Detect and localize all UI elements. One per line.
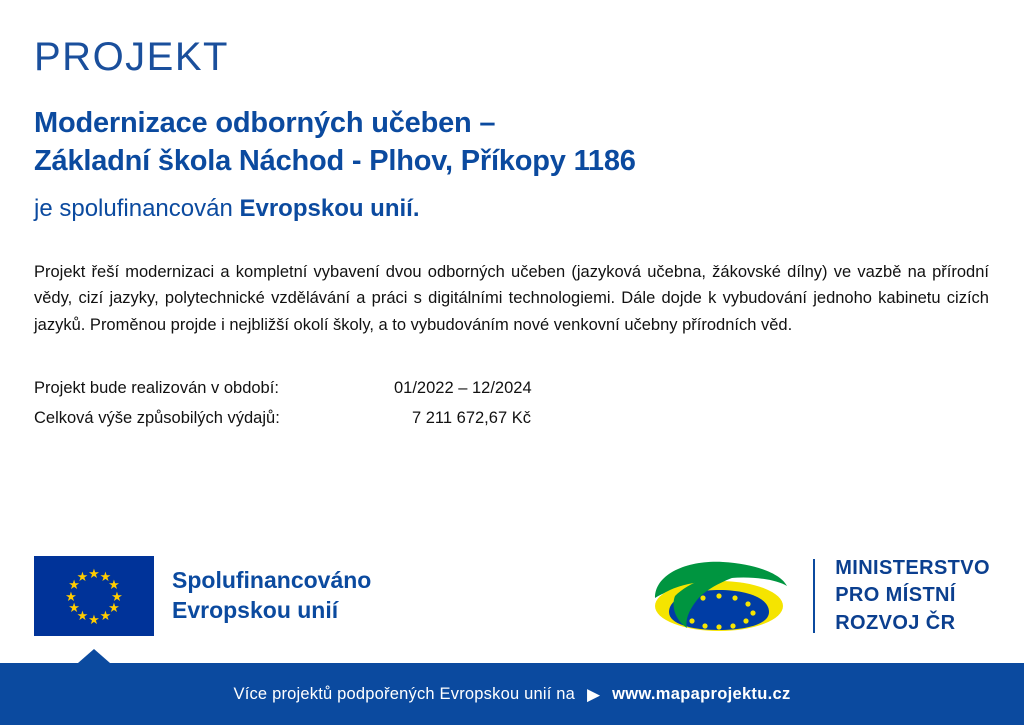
eu-star-icon: ★ xyxy=(68,600,80,615)
eu-star-icon: ★ xyxy=(88,611,100,627)
eu-star-icon: ★ xyxy=(76,568,89,584)
project-description: Projekt řeší modernizaci a kompletní vybavení dvou odborných učeben (jazyková učebna, žákovské dílny) ve vazbě na přírodní vědy, cizí jazyky, polytechnické vzdělávání a práci s digitálními technologiemi. Dále dojde k vybudování jednoho kabinetu cizích jazyků. Proměnou projde i nejbližší okolí školy, a to vybudováním nové venkovní učebny přírodních věd. xyxy=(34,262,989,334)
cofinancing-emphasis: Evropskou unií. xyxy=(239,194,420,222)
eu-cofinancing-caption xyxy=(172,566,371,626)
cofinancing-statement xyxy=(34,195,990,223)
ministry-name-line-3: ROZVOJ ČR xyxy=(835,611,956,634)
amount-value: 7 211 672,67 Kč xyxy=(412,409,531,428)
eu-star-icon: ★ xyxy=(99,568,112,584)
fact-row-amount xyxy=(34,403,990,434)
cofinancing-prefix: je spolufinancován xyxy=(34,194,240,222)
amount-label: Celková výše způsobilých výdajů: xyxy=(34,409,280,428)
eu-star-icon: ★ xyxy=(68,577,80,592)
bottom-bar-content xyxy=(233,685,790,704)
ministry-name-line-1: MINISTERSTVO xyxy=(835,556,990,579)
bottom-bar xyxy=(0,663,1024,725)
period-value: 01/2022 – 12/2024 xyxy=(394,378,532,397)
eu-star-icon: ★ xyxy=(88,565,100,581)
eu-star-icon: ★ xyxy=(76,608,89,624)
eu-star-icon: ★ xyxy=(65,588,77,604)
page-title-line-1: Modernizace odborných učeben – xyxy=(34,107,496,139)
eu-flag-icon xyxy=(34,556,154,636)
eu-caption-line-1: Spolufinancováno xyxy=(172,567,372,594)
page-title xyxy=(34,104,990,181)
page-kicker: PROJEKT xyxy=(34,35,229,79)
eu-star-icon: ★ xyxy=(99,608,112,624)
eu-caption-line-2: Evropskou unií xyxy=(172,597,339,623)
bottom-bar-url[interactable]: www.mapaprojektu.cz xyxy=(612,684,791,703)
arrow-right-icon: ▶ xyxy=(587,684,601,704)
project-facts xyxy=(34,373,990,434)
page-title-line-2: Základní škola Náchod - Plhov, Příkopy 1186 xyxy=(34,145,636,178)
bottom-bar-text: Více projektů podpořených Evropskou unií na xyxy=(233,684,576,703)
ministry-logo-divider xyxy=(813,559,815,633)
ministry-name xyxy=(835,555,990,638)
bottom-bar-notch xyxy=(78,649,110,663)
logo-row xyxy=(34,552,990,640)
eu-star-icon: ★ xyxy=(108,600,120,615)
ministry-emblem-icon xyxy=(645,554,793,638)
period-label: Projekt bude realizován v období: xyxy=(34,378,279,397)
fact-row-period xyxy=(34,373,990,404)
eu-star-icon: ★ xyxy=(108,577,120,592)
eu-star-icon: ★ xyxy=(111,588,123,604)
ministry-logo-block xyxy=(645,554,990,638)
ministry-name-line-2: PRO MÍSTNÍ xyxy=(835,584,956,607)
